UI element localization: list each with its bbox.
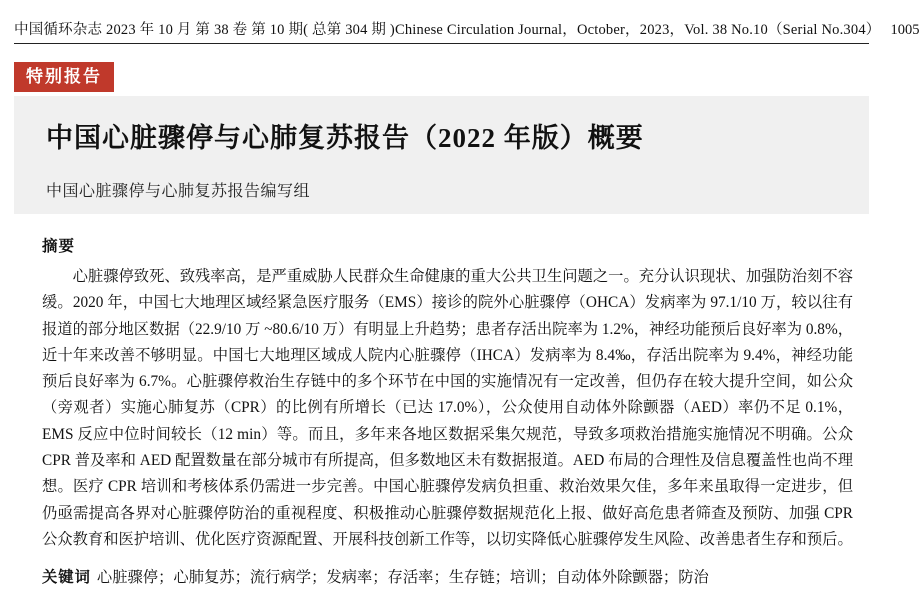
page-number: 1005 — [890, 22, 920, 38]
abstract-section — [42, 234, 853, 591]
abstract-label: 摘要 — [42, 238, 76, 255]
abstract-body: 心脏骤停致死、致残率高，是严重威胁人民群众生命健康的重大公共卫生问题之一。充分认识现状、加强防治刻不容缓。2020 年，中国七大地理区域经紧急医疗服务（EMS）接诊的院外心脏骤停（OHCA）发病率为 97.1/10 万，较以往有报道的部分地区数据（22.9/10 万 ~80.6/10 万）有明显上升趋势；患者存活出院率为 1.2%，神经功能预后良好率为 0.8%，近十年来改善不够明显。中国七大地理区域成人院内心脏骤停（IHCA）发病率为 8.4‰，存活出院率为 9.4%，神经功能预后良好率为 6.7%。心脏骤停救治生存链中的多个环节在中国的实施情况有一定改善，但仍存在较大提升空间，如公众（旁观者）实施心肺复苏（CPR）的比例有所增长（已达 17.0%），公众使用自动体外除颤器（AED）率仍不足 0.1%，EMS 反应中位时间较长（12 min）等。而且，多年来各地区数据采集欠规范，导致多项救治措施实施情况不明确。公众 CPR 普及率和 AED 配置数量在部分城市有所提高，但多数地区未有数据报道。AED 布局的合理性及信息覆盖性也尚不理想。医疗 CPR 培训和考核体系仍需进一步完善。中国心脏骤停发病负担重、救治效果欠佳，多年来虽取得一定进步，但仍亟需提高各界对心脏骤停防治的重视程度、积极推动心脏骤停数据规范化上报、做好高危患者筛查及预防、加强 CPR 公众教育和医护培训、优化医疗资源配置、开展科技创新工作等，以切实降低心脏骤停发生风险、改善患者生存和预后。 — [42, 268, 853, 548]
section-badge: 特别报告 — [14, 62, 114, 92]
keywords-text: 心脏骤停；心肺复苏；流行病学；发病率；存活率；生存链；培训；自动体外除颤器；防治 — [96, 569, 709, 587]
keywords-label: 关键词 — [42, 569, 91, 587]
title-block — [14, 96, 869, 214]
running-head — [14, 18, 920, 44]
author-line: 中国心脏骤停与心肺复苏报告编写组 — [46, 182, 311, 200]
page-title: 中国心脏骤停与心肺复苏报告（2022 年版）概要 — [46, 123, 644, 153]
keywords-line — [42, 565, 853, 591]
running-head-citation: 中国循环杂志 2023 年 10 月 第 38 卷 第 10 期( 总第 304 期 )Chinese Circulation Journal，October，2023，Vol. 38 No.10（Serial No.304） — [14, 22, 881, 38]
